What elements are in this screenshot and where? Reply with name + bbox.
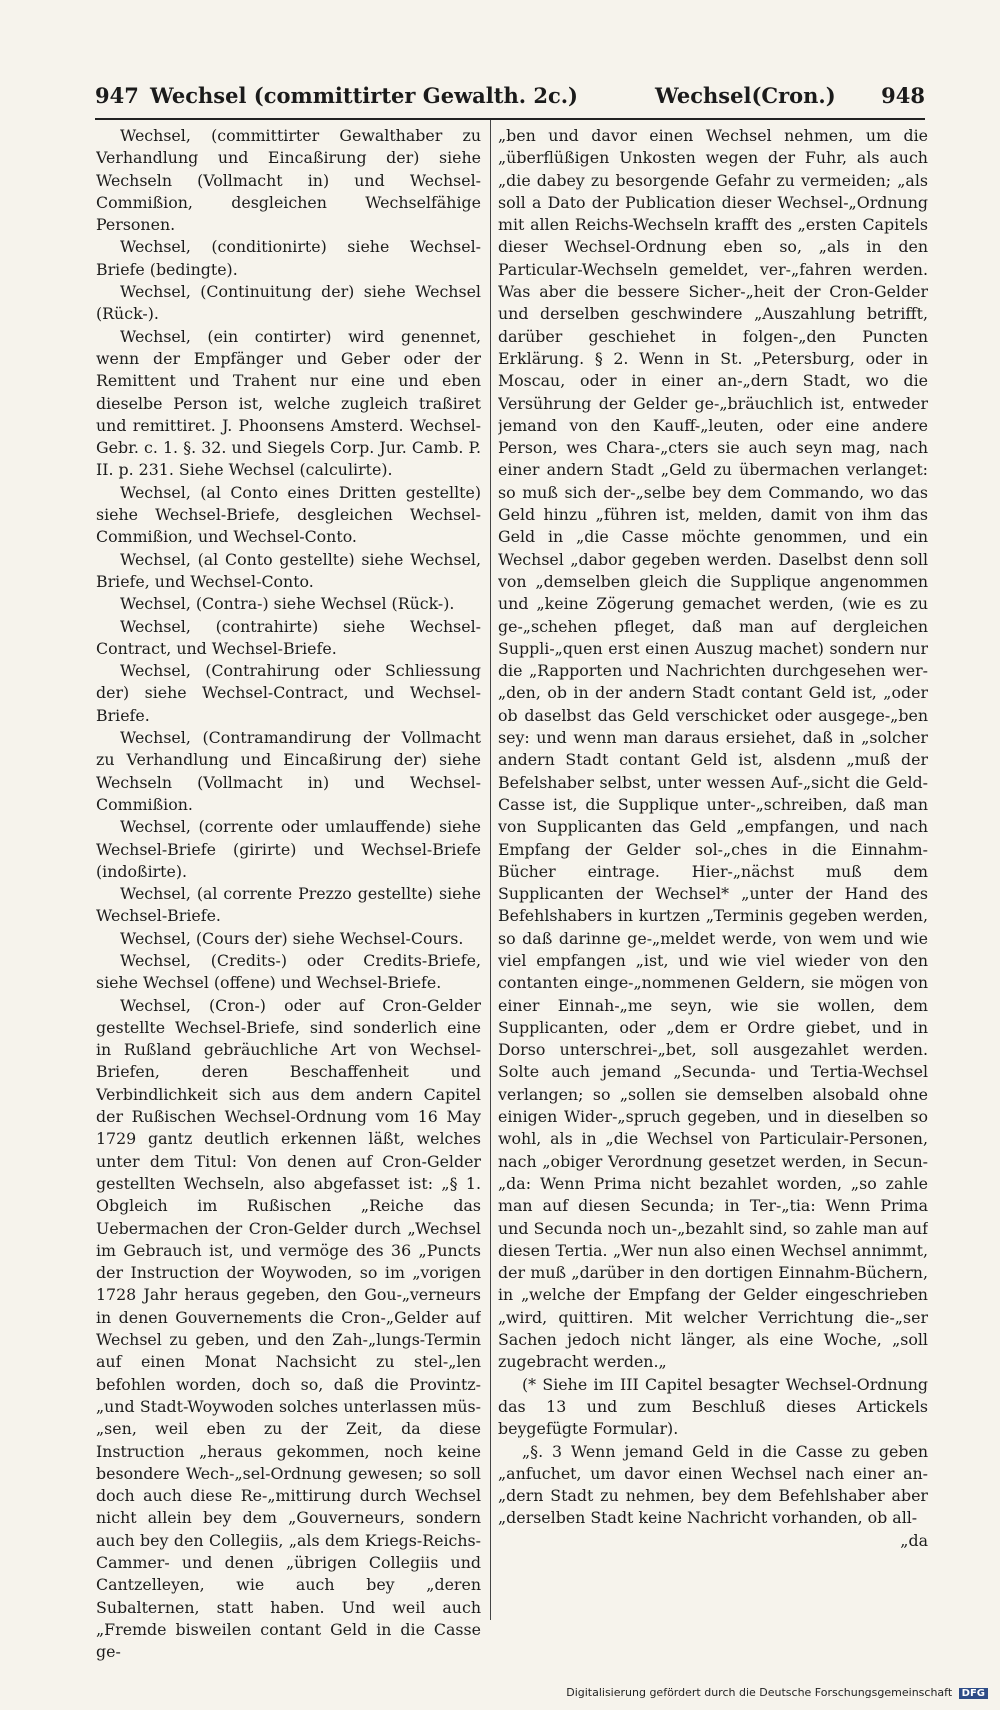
running-header (95, 83, 925, 117)
entry: Wechsel, (Contra-) siehe Wechsel (Rück-). (120, 594, 455, 614)
entry: Wechsel, (ein contirter) wird genennet, wenn der Empfänger und Geber oder der Remittent und Trahent nur eine und eben dieselbe Person ist, welche zugleich traßiret und remittiret. J. Phoonsens Amsterd. Wechsel-Gebr. c. 1. §. 32. und Siegels Corp. Jur. Camb. P. II. p. 231. Siehe Wechsel (calculirte). (96, 326, 481, 480)
entry: Wechsel, (Contrahirung oder Schliessung der) siehe Wechsel-Contract, und Wechsel-Briefe. (96, 661, 481, 725)
page-number-right: 948 (881, 83, 925, 108)
entry: Wechsel, (Credits-) oder Credits-Briefe, siehe Wechsel (offene) und Wechsel-Briefe. (96, 950, 481, 993)
running-title-left: Wechsel (committirter Gewalth. 2c.) (150, 83, 578, 108)
dfg-logo: DFG (959, 1688, 988, 1699)
right-column (498, 125, 928, 1552)
entry: Wechsel, (contrahirte) siehe Wechsel-Contract, und Wechsel-Briefe. (96, 616, 481, 658)
header-rule (95, 118, 925, 120)
catchword: „da (900, 1530, 928, 1550)
paragraph: „ben und davor einen Wechsel nehmen, um die „überflüßigen Unkosten wegen der Fuhr, als auch „die dabey zu besorgende Gefahr zu vermeiden; „als soll a Dato der Publication dieser Wechsel-„Ordnung mit allen Reichs-Wechseln krafft des „ersten Capitels dieser Wechsel-Ordnung eben so, „als in den Particular-Wechseln gemeldet, ver-„fahren werden. Was aber die bessere Sicher-„heit der Cron-Gelder und derselben geschwindere „Auszahlung betrifft, darüber geschiehet in folgen-„den Puncten Erklärung. § 2. Wenn in St. „Petersburg, oder in Moscau, oder in einer an-„dern Stadt, wo die Versührung der Gelder ge-„bräuchlich ist, entweder jemand von den Kauff-„leuten, oder eine andere Person, wes Chara-„cters sie auch seyn mag, nach einer andern Stadt „Geld zu übermachen verlanget: so muß sich der-„selbe bey dem Commando, wo das Geld hinzu „führen ist, melden, damit von ihm das Geld in „die Casse möchte genommen, und ein Wechsel „dabor gegeben werden. Daselbst denn soll von „demselben gleich die Supplique angenommen und „keine Zögerung gemachet werden, (wie es zu ge-„schehen pfleget, daß man auf dergleichen Suppli-„quen erst einen Auszug machet) sondern nur die „Rapporten und Nachrichten durchgesehen wer-„den, ob in der andern Stadt contant Geld ist, „oder ob daselbst das Geld verschicket oder ausgege-„ben sey: und wenn man daraus ersiehet, daß in „solcher andern Stadt contant Geld ist, alsdenn „muß der Befelshaber selbst, unter wessen Auf-„sicht die Geld-Casse ist, die Supplique unter-„schreiben, daß man von Supplicanten das Geld „empfangen, und nach Empfang der Gelder sol-„ches in die Einnahm-Bücher eintrage. Hier-„nächst muß dem Supplicanten der Wechsel* „unter der Hand des Befehlshabers in kurtzen „Terminis gegeben werden, so daß darinne ge-„meldet werde, von wem und wie viel empfangen „ist, und wie viel wieder von den contanten einge-„nommenen Geldern, sie mögen von einer Einnah-„me seyn, wie sie wollen, dem Supplicanten, oder „dem er Ordre giebet, und in Dorso unterschrei-„bet, soll ausgezahlet werden. Solte auch jemand „Secunda- und Tertia-Wechsel verlangen; so „sollen sie demselben alsobald ohne einigen Wider-„spruch gegeben, und in dieselben so wohl, als in „die Wechsel von Particulair-Personen, nach „obiger Verordnung gesetzet werden, in Secun-„da: Wenn Prima nicht bezahlet worden, „so zahle man auf diesen Secunda; in Ter-„tia: Wenn Prima und Secunda noch un-„bezahlt sind, so zahle man auf diesen Tertia. „Wer nun also einen Wechsel annimmt, der muß „darüber in den dortigen Einnahm-Büchern, in „welche der Empfang der Gelder eingeschrieben „wird, quittiren. Mit welcher Verrichtung die-„ser Sachen jedoch nicht länger, als eine Woche, „soll zugebracht werden.„ (498, 126, 928, 1372)
entry: Wechsel, (corrente oder umlauffende) siehe Wechsel-Briefe (girirte) und Wechsel-Briefe (indoßirte). (96, 817, 481, 881)
entry: Wechsel, (Continuitung der) siehe Wechsel (Rück-). (96, 282, 481, 324)
entry: Wechsel, (committirter Gewalthaber zu Verhandlung und Eincaßirung der) siehe Wechseln (Vollmacht in) und Wechsel-Commißion, desgleichen Wechselfähige Personen. (96, 126, 481, 235)
entry: Wechsel, (Cron-) oder auf Cron-Gelder gestellte Wechsel-Briefe, sind sonderlich eine in Rußland gebräuchliche Art von Wechsel-Briefen, deren Beschaffenheit und Verbindlichkeit sich aus dem andern Capitel der Rußischen Wechsel-Ordnung vom 16 May 1729 gantz deutlich erkennen läßt, welches unter dem Titul: Von denen auf Cron-Gelder gestellten Wechseln, also abgefasset ist: „§ 1. Obgleich im Rußischen „Reiche das Uebermachen der Cron-Gelder durch „Wechsel im Gebrauch ist, und vermöge des 36 „Puncts der Instruction der Woywoden, so im „vorigen 1728 Jahr heraus gegeben, den Gou-„verneurs in denen Gouvernements die Cron-„Gelder auf Wechsel zu geben, und den Zah-„lungs-Termin auf einen Monat Nachsicht zu stel-„len befohlen worden, doch so, daß die Provintz-„und Stadt-Woywoden solches unterlassen müs-„sen, weil eben zu der Zeit, da diese Instruction „heraus gekommen, noch keine besondere Wech-„sel-Ordnung gewesen; so soll doch auch diese Re-„mittirung durch Wechsel nicht allein bey dem „Gouverneurs, sondern auch bey den Collegiis, „als dem Kriegs-Reichs-Cammer- und denen „übrigen Collegiis und Cantzelleyen, wie auch bey „deren Subalternen, statt haben. Und weil auch „Fremde bisweilen contant Geld in die Casse ge- (96, 995, 481, 1662)
footnote: (* Siehe im III Capitel besagter Wechsel-Ordnung das 13 und zum Beschluß dieses Artickels beygefügte Formular). (498, 1374, 928, 1439)
entry: Wechsel, (conditionirte) siehe Wechsel-Briefe (bedingte). (96, 237, 481, 279)
left-column (96, 125, 481, 1663)
paragraph: „§. 3 Wenn jemand Geld in die Casse zu geben „anfuchet, um davor einen Wechsel nach einer an-„dern Stadt zu nehmen, bey dem Befehlshaber aber „derselben Stadt keine Nachricht vorhanden, ob all- (498, 1441, 928, 1528)
footer-credit: Digitalisierung gefördert durch die Deutsche Forschungsgemeinschaft (566, 1686, 953, 1699)
entry: Wechsel, (Contramandirung der Vollmacht zu Verhandlung und Eincaßirung der) siehe Wechseln (Vollmacht in) und Wechsel-Commißion. (96, 728, 481, 814)
entry: Wechsel, (al corrente Prezzo gestellte) siehe Wechsel-Briefe. (96, 884, 481, 926)
running-title-right: Wechsel(Cron.) (655, 83, 836, 108)
page-number-left: 947 (95, 83, 139, 108)
entry: Wechsel, (al Conto eines Dritten gestellte) siehe Wechsel-Briefe, desgleichen Wechsel-Commißion, und Wechsel-Conto. (96, 482, 481, 547)
entry: Wechsel, (al Conto gestellte) siehe Wechsel, Briefe, und Wechsel-Conto. (96, 549, 481, 591)
digitization-footer (566, 1686, 988, 1699)
column-divider (490, 120, 491, 1620)
entry: Wechsel, (Cours der) siehe Wechsel-Cours. (120, 928, 464, 948)
